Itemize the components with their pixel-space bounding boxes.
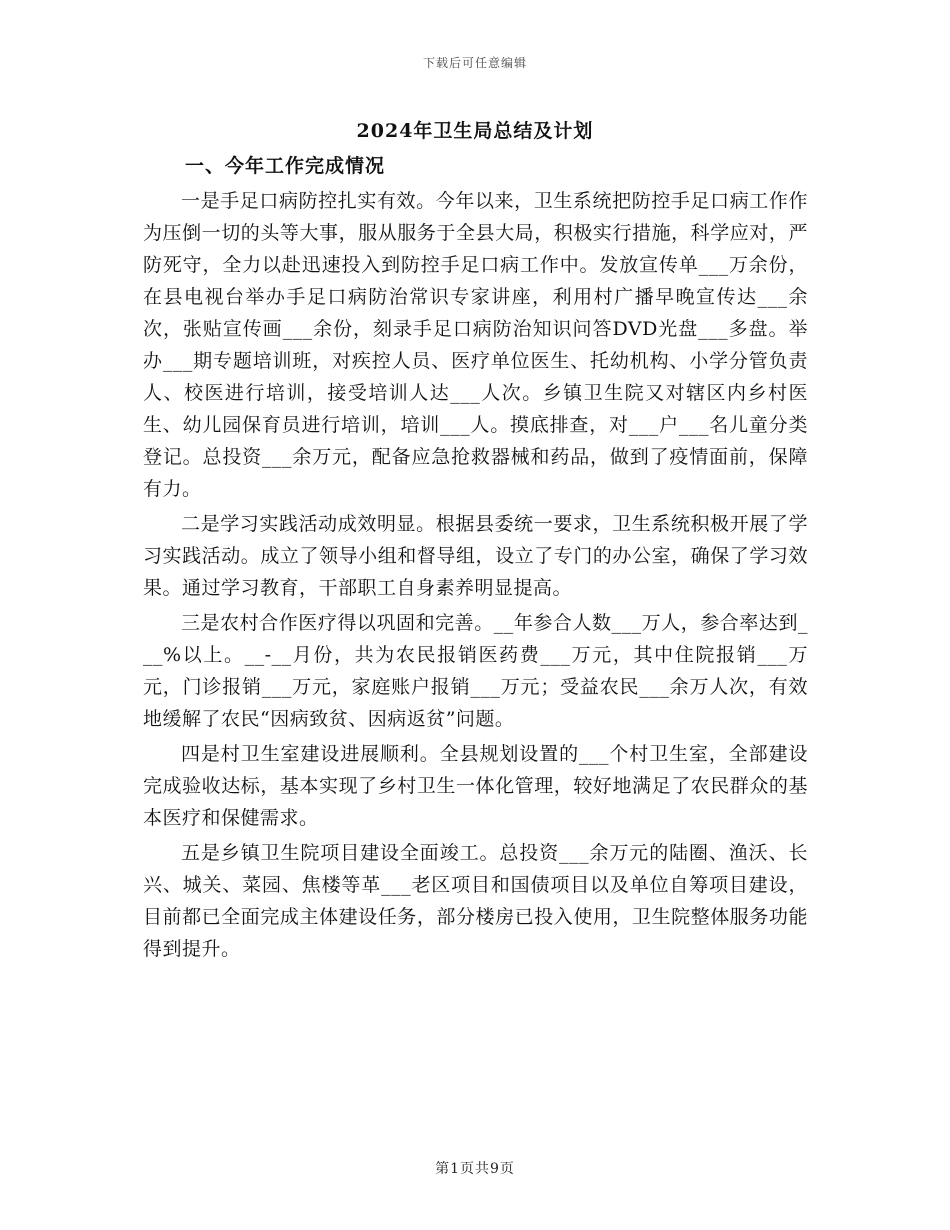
paragraph-rural-cooperative-medical: 三是农村合作医疗得以巩固和完善。__年参合人数___万人，参合率达到___%以上。__-__月份，共为农民报销医药费___万元，其中住院报销___万元，门诊报销___万元，家庭账户报销___万元；受益农民___余万人次，有效地缓解了农民“因病致贫、因病返贫”问题。 (143, 612, 808, 730)
page-indicator: 第1页共9页 (435, 1161, 515, 1177)
document-title: 2024年卫生局总结及计划 (356, 120, 594, 142)
header-note: 下载后可任意编辑 (422, 56, 527, 70)
paragraph-hand-foot-mouth: 一是手足口病防控扎实有效。今年以来，卫生系统把防控手足口病工作作为压倒一切的头等大事，服从服务于全县大局，积极实行措施，科学应对，严防死守，全力以赴迅速投入到防控手足口病工作中。发放宣传单___万余份，在县电视台举办手足口病防治常识专家讲座，利用村广播早晚宣传达___余次，张贴宣传画___余份，刻录手足口病防治知识问答DVD光盘___多盘。举办___期专题培训班，对疾控人员、医疗单位医生、托幼机构、小学分管负责人、校医进行培训，接受培训人达___人次。乡镇卫生院又对辖区内乡村医生、幼儿园保育员进行培训，培训___人。摸底排查，对___户___名儿童分类登记。总投资___余万元，配备应急抢救器械和药品，做到了疫情面前，保障有力。 (143, 190, 808, 500)
document-body (143, 150, 808, 968)
paragraph-village-clinics: 四是村卫生室建设进展顺利。全县规划设置的___个村卫生室，全部建设完成验收达标，基本实现了乡村卫生一体化管理，较好地满足了农民群众的基本医疗和保健需求。 (143, 743, 808, 829)
paragraph-township-hospitals: 五是乡镇卫生院项目建设全面竣工。总投资___余万元的陆圈、渔沃、长兴、城关、菜园、焦楼等革___老区项目和国债项目以及单位自筹项目建设，目前都已全面完成主体建设任务，部分楼房已投入使用，卫生院整体服务功能得到提升。 (143, 842, 808, 960)
section-heading: 一、今年工作完成情况 (185, 155, 386, 177)
paragraph-study-practice: 二是学习实践活动成效明显。根据县委统一要求，卫生系统积极开展了学习实践活动。成立了领导小组和督导组，设立了专门的办公室，确保了学习效果。通过学习教育，干部职工自身素养明显提高。 (143, 513, 808, 599)
